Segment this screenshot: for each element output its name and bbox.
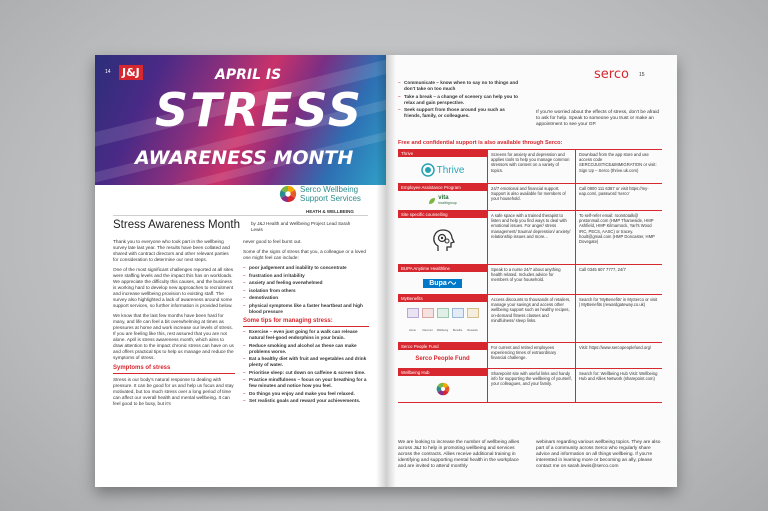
- head-gears-icon: [430, 228, 456, 254]
- service-contact: Download from the app store and use access code SERCOJUSTICE&IMMIGRATION or visit: Sign Up – Serco (thrive.uk.com): [579, 152, 657, 173]
- bupa-logo-text: Bupa: [429, 279, 447, 287]
- service-name: Employee Assistance Program: [398, 184, 487, 191]
- vita-leaf-icon: [428, 197, 436, 205]
- service-description: A safe space with a trained therapist to listen and help you find ways to deal with emotional issues. For anger/ stress management/ trauma/ depression/ anxiety/ relationship issues and more...: [488, 211, 576, 264]
- table-row: [398, 150, 662, 184]
- tips-list: [398, 80, 523, 119]
- service-name: Site specific counselling: [398, 211, 487, 218]
- allies-paragraph-1: We are looking to increase the number of wellbeing allies across J&J to help in promoting wellbeing and services across the contracts. Allies receive additional training in identifying and supporting mental health in the workplace and are invited to attend monthly: [398, 440, 520, 469]
- list-item: – Do things you enjoy and make you feel relaxed.: [243, 391, 369, 397]
- service-contact: Search for: Wellbeing Hub Visit: Wellbeing Hub and Allies Network (sharepoint.com): [579, 371, 658, 382]
- jj-logo: J&J: [119, 65, 143, 80]
- tile-label: Discount: [422, 329, 433, 332]
- table-row: [398, 265, 662, 295]
- list-item: – frustration and irritability: [243, 273, 369, 279]
- article-column-1: [113, 239, 235, 411]
- tips-heading: Some tips for managing stress:: [243, 317, 333, 324]
- service-contact: Call 0345 607 7777, 24/7: [579, 267, 626, 272]
- service-contact: To self-refer email: roomtotalk@ pnstonmail.com (HMP Thameside, HMP Ashfield, HMP Kilmarnock, Yarl's Wood IRC, PECS, AASC) or tracey. hoult@gmail.com (HMP Doncaster, HMP Dovegate): [579, 213, 655, 245]
- service-name: BUPA Anytime Healthline: [398, 265, 487, 272]
- list-item: – Take a break – a change of scenery can help you to relax and gain perspective.: [398, 94, 523, 106]
- table-row: [398, 211, 662, 265]
- serco-logo: serco: [594, 67, 629, 82]
- service-description: For current and retired employees experiencing times of extraordinary financial challenge.: [488, 343, 576, 368]
- table-row: [398, 369, 662, 403]
- thrive-circle-icon: [421, 163, 435, 177]
- tile-label: Home: [409, 329, 416, 332]
- list-item: – Practice mindfulness – focus on your breathing for a few minutes and notice how you feel.: [243, 377, 369, 389]
- banner-headline: STRESS: [155, 83, 363, 137]
- banner-line-3: AWARENESS MONTH: [135, 147, 354, 169]
- divider: [113, 215, 368, 216]
- service-description: Speak to a nurse 24/7 about anything health related. Includes advice for members of your household.: [488, 265, 576, 294]
- service-cell: [398, 369, 488, 402]
- thrive-logo-text: Thrive: [436, 164, 465, 176]
- symptoms-heading: Symptoms of stress: [113, 365, 171, 371]
- article-title: Stress Awareness Month: [113, 219, 240, 231]
- paragraph: never good to feel burnt out.: [243, 239, 302, 244]
- top-tips-column: [398, 80, 523, 121]
- service-cell: [398, 211, 488, 264]
- list-item: – Reduce smoking and alcohol as these can make problems worse.: [243, 343, 369, 355]
- list-item: – isolation from others: [243, 288, 369, 294]
- page-number: 14: [105, 69, 111, 75]
- paragraph: Some of the signs of stress that you, a colleague or a loved one might feel can include:: [243, 249, 366, 260]
- paragraph: We know that the last few months have been hard for many, and life can feel a bit overwhelming at times as pressures at home and work increase our levels of stress. If you are feeling like this, rest assured that you are not alone. April is stress awareness month, which aims to draw attention to the impact chronic stress can have on us and offers practical tips to help us manage and reduce the symptoms of stress.: [113, 313, 234, 360]
- service-description: Sharepoint site with useful links and handy info for supporting the wellbeing of yourself, your colleagues, and your family.: [488, 369, 576, 402]
- sunburst-icon: [436, 382, 450, 396]
- service-contact: Search for 'MyBenefits' in MySerco or visit | MyBenefits (rewardgateway.co.uk): [579, 297, 658, 308]
- service-cell: [398, 265, 488, 294]
- service-cell: [398, 150, 488, 183]
- banner: [95, 55, 386, 185]
- service-name: Serco People Fund: [398, 343, 487, 350]
- magazine-spread: [95, 55, 677, 487]
- list-item: – Seek support from those around you such as friends, family, or colleagues.: [398, 107, 523, 119]
- heading-underline: [113, 373, 235, 374]
- wellbeing-logo-line-1: Serco Wellbeing: [300, 185, 359, 194]
- paragraph: Thank you to everyone who took part in the wellbeing survey late last year. The results have been collated and shared with contract directors and other relevant parties for consideration to determine our next steps.: [113, 239, 230, 262]
- service-name: MyBenefits: [398, 295, 487, 302]
- paragraph: One of the most significant challenges reported at all sites were staffing levels and the impact this has on workloads. We appreciate the difficulty this causes, and the business is working hard to develop new approaches to recruitment and increase wellbeing provision to existing staff. The survey also highlighted a lack of awareness around some support services, so further information is provided below.: [113, 267, 234, 308]
- tile-label: Wellbeing: [436, 329, 449, 332]
- heading-underline: [243, 326, 369, 327]
- tile-label: Benefits: [452, 329, 463, 332]
- service-cell: [398, 184, 488, 210]
- list-item: – physical symptoms like a faster heartbeat and high blood pressure: [243, 303, 369, 315]
- people-fund-logo-text: Serco People Fund: [415, 356, 470, 362]
- list-item: – anxiety and feeling overwhelmed: [243, 280, 369, 286]
- article-column-2: [243, 239, 369, 406]
- service-description: Access discounts to thousands of retailers, manage your savings and access other wellbeing support such as healthy recipes, on-demand fitness classes and mindfulness/ sleep links.: [488, 295, 576, 342]
- section-tag: HEATH & WELLBEING: [306, 209, 354, 214]
- wellbeing-logo-line-2: Support Services: [300, 194, 361, 203]
- support-heading: Free and confidential support is also available through Serco:: [398, 140, 563, 146]
- right-page: [386, 55, 677, 487]
- signs-list: [243, 265, 369, 315]
- allies-paragraph-2: webinars regarding various wellbeing topics. They are also part of a community across Serco who regularly share advice and information on all things wellbeing. If you're interested in learning more or becoming an ally, please contact me on sarah.lewis@serco.com: [536, 440, 661, 469]
- service-cell: [398, 295, 488, 342]
- list-item: – Prioritise sleep: cut down on caffeine & screen time.: [243, 370, 369, 376]
- byline: by J&J Health and Wellbeing Project Lead Sarah Lewis: [251, 221, 351, 232]
- service-contact: Visit: https://www.sercopeoplefund.org/: [579, 345, 652, 350]
- table-row: [398, 184, 662, 211]
- list-item: – demotivation: [243, 295, 369, 301]
- service-contact: Call 0800 111 6387 or visit https://my-eap.com/, password 'serco': [579, 186, 649, 197]
- list-item: – poor judgement and inability to concentrate: [243, 265, 369, 271]
- paragraph: Stress is our body's natural response to dealing with pressure. It can be good for us and help us focus and stay motivated, but too much stress over a long period of time can affect our overall health and mental wellbeing. It can feel good to be busy, but it's: [113, 376, 234, 406]
- mybenefits-grid-icon: [407, 308, 479, 336]
- list-item: – Eat a healthy diet with fruit and vegetables and drink plenty of water.: [243, 356, 369, 368]
- service-description: Screens for anxiety and depression and applies tools to help you manage common stressors with content on a variety of topics.: [488, 150, 576, 183]
- list-item: – Communicate – know when to say no to things and don't take on too much: [398, 80, 523, 92]
- page-number: 15: [639, 72, 645, 78]
- sunburst-icon: [279, 185, 297, 203]
- table-row: [398, 295, 662, 343]
- banner-line-1: APRIL IS: [215, 67, 282, 83]
- list-item: – Exercise – even just going for a walk can release natural feel-good endorphins in your brain.: [243, 329, 369, 341]
- tile-label: Rewards: [467, 329, 478, 332]
- service-name: Wellbeing Hub: [398, 369, 487, 376]
- support-table: [398, 149, 662, 403]
- vita-logo-subtext: healthgroup: [438, 200, 457, 205]
- service-description: 24/7 emotional and financial support. Support is also available for members of your household.: [488, 184, 576, 210]
- left-page: [95, 55, 386, 487]
- service-name: Thrive: [398, 150, 487, 157]
- list-item: – Set realistic goals and reward your achievements.: [243, 398, 369, 404]
- vita-logo-text: vita: [438, 194, 449, 201]
- table-row: [398, 343, 662, 369]
- wellbeing-logo: [279, 185, 361, 203]
- tips-list: [243, 329, 369, 404]
- service-cell: [398, 343, 488, 368]
- help-paragraph: If you're worried about the effects of stress, don't be afraid to ask for help. Speak to someone you trust or make an appointment to see your GP.: [536, 110, 660, 127]
- bupa-wave-icon: [448, 280, 456, 286]
